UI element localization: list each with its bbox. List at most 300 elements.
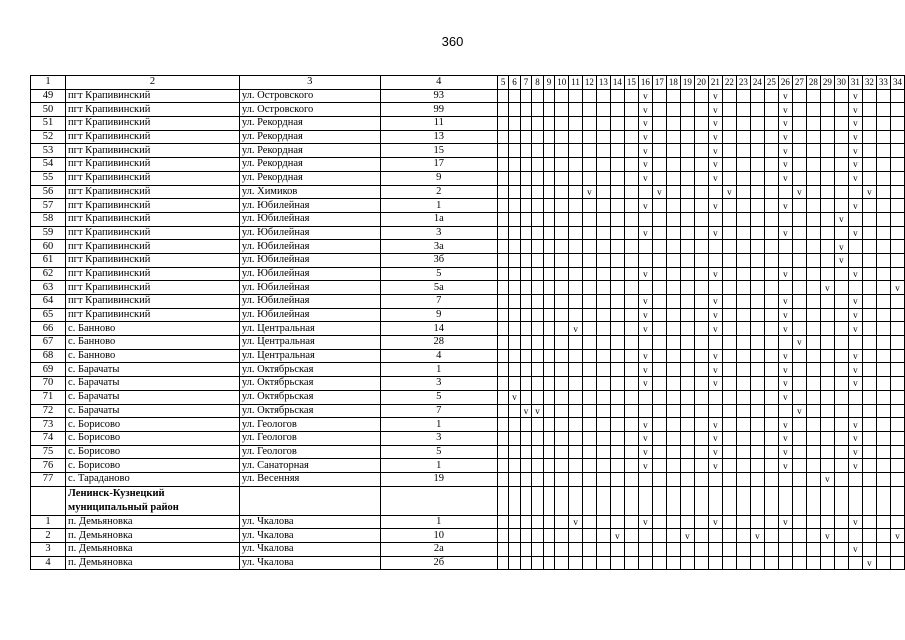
- column-header: 3: [239, 76, 380, 90]
- mark-check: v: [848, 515, 862, 529]
- mark-check: v: [638, 144, 652, 158]
- mark-cell: [596, 543, 610, 557]
- column-header: 17: [652, 76, 666, 90]
- locality-cell: пгт Крапивинский: [66, 267, 240, 281]
- mark-cell: [596, 144, 610, 158]
- mark-cell: [694, 295, 708, 309]
- mark-cell: [764, 515, 778, 529]
- mark-cell: [708, 390, 722, 404]
- mark-cell: [890, 349, 904, 363]
- mark-cell: [582, 431, 596, 445]
- mark-cell: [680, 390, 694, 404]
- mark-cell: [862, 445, 876, 459]
- mark-cell: [555, 158, 569, 172]
- mark-cell: [708, 281, 722, 295]
- mark-cell: [764, 185, 778, 199]
- mark-cell: [764, 253, 778, 267]
- mark-cell: [806, 158, 820, 172]
- mark-cell: [520, 185, 531, 199]
- mark-cell: [820, 158, 834, 172]
- mark-check: v: [848, 418, 862, 432]
- mark-cell: [862, 308, 876, 322]
- mark-cell: [694, 363, 708, 377]
- table-row: [31, 226, 905, 240]
- mark-cell: [694, 390, 708, 404]
- mark-cell: [806, 171, 820, 185]
- mark-cell: [610, 199, 624, 213]
- mark-cell: [520, 529, 531, 543]
- street-cell: ул. Весенняя: [239, 472, 380, 486]
- house-cell: 5: [380, 390, 497, 404]
- mark-cell: [764, 472, 778, 486]
- mark-cell: [497, 418, 508, 432]
- mark-check: v: [778, 226, 792, 240]
- row-number-cell: 50: [31, 103, 66, 117]
- mark-cell: [862, 281, 876, 295]
- mark-cell: [509, 543, 520, 557]
- mark-check: v: [862, 185, 876, 199]
- mark-cell: [750, 158, 764, 172]
- mark-cell: [497, 459, 508, 473]
- mark-cell: [638, 486, 652, 515]
- mark-cell: [555, 363, 569, 377]
- mark-cell: [596, 130, 610, 144]
- street-cell: ул. Геологов: [239, 445, 380, 459]
- mark-cell: [497, 349, 508, 363]
- mark-cell: [555, 431, 569, 445]
- locality-cell: пгт Крапивинский: [66, 144, 240, 158]
- mark-cell: [610, 349, 624, 363]
- mark-cell: [680, 418, 694, 432]
- mark-cell: [666, 185, 680, 199]
- mark-check: v: [848, 377, 862, 391]
- mark-check: v: [569, 515, 583, 529]
- street-cell: ул. Санаторная: [239, 459, 380, 473]
- mark-cell: [596, 472, 610, 486]
- mark-cell: [596, 390, 610, 404]
- column-header: 16: [638, 76, 652, 90]
- mark-check: v: [778, 267, 792, 281]
- mark-cell: [596, 171, 610, 185]
- mark-cell: [890, 556, 904, 570]
- mark-cell: [694, 336, 708, 350]
- mark-cell: [890, 472, 904, 486]
- mark-cell: [862, 459, 876, 473]
- mark-check: v: [708, 117, 722, 131]
- mark-cell: [624, 185, 638, 199]
- mark-cell: [708, 212, 722, 226]
- table-row: [31, 295, 905, 309]
- mark-cell: [750, 103, 764, 117]
- mark-cell: [722, 144, 736, 158]
- mark-cell: [610, 322, 624, 336]
- column-header: 32: [862, 76, 876, 90]
- mark-check: v: [778, 103, 792, 117]
- mark-cell: [764, 556, 778, 570]
- mark-cell: [532, 322, 543, 336]
- mark-cell: [555, 377, 569, 391]
- mark-cell: [624, 308, 638, 322]
- mark-cell: [750, 212, 764, 226]
- mark-cell: [509, 363, 520, 377]
- mark-cell: [582, 212, 596, 226]
- mark-cell: [722, 171, 736, 185]
- mark-cell: [610, 556, 624, 570]
- mark-cell: [764, 240, 778, 254]
- mark-check: v: [638, 308, 652, 322]
- mark-cell: [764, 199, 778, 213]
- mark-check: v: [509, 390, 520, 404]
- mark-cell: [652, 281, 666, 295]
- mark-cell: [680, 445, 694, 459]
- mark-cell: [736, 336, 750, 350]
- mark-cell: [750, 281, 764, 295]
- mark-cell: [543, 199, 554, 213]
- mark-cell: [736, 543, 750, 557]
- mark-cell: [792, 543, 806, 557]
- mark-cell: [876, 308, 890, 322]
- mark-cell: [666, 390, 680, 404]
- mark-cell: [792, 418, 806, 432]
- mark-cell: [694, 431, 708, 445]
- mark-cell: [806, 212, 820, 226]
- mark-cell: [610, 130, 624, 144]
- mark-check: v: [834, 240, 848, 254]
- mark-cell: [736, 199, 750, 213]
- street-cell: ул. Юбилейная: [239, 253, 380, 267]
- column-header: 12: [582, 76, 596, 90]
- mark-cell: [792, 212, 806, 226]
- mark-check: v: [638, 431, 652, 445]
- mark-cell: [509, 431, 520, 445]
- mark-cell: [890, 295, 904, 309]
- mark-cell: [792, 322, 806, 336]
- mark-cell: [666, 377, 680, 391]
- mark-cell: [532, 130, 543, 144]
- mark-cell: [520, 543, 531, 557]
- mark-check: v: [708, 144, 722, 158]
- mark-cell: [764, 281, 778, 295]
- mark-cell: [890, 363, 904, 377]
- mark-cell: [820, 171, 834, 185]
- mark-cell: [509, 199, 520, 213]
- mark-cell: [509, 418, 520, 432]
- mark-cell: [569, 199, 583, 213]
- mark-cell: [736, 89, 750, 103]
- mark-cell: [722, 103, 736, 117]
- mark-cell: [666, 281, 680, 295]
- mark-check: v: [778, 418, 792, 432]
- mark-cell: [610, 377, 624, 391]
- mark-cell: [792, 363, 806, 377]
- mark-cell: [666, 130, 680, 144]
- mark-cell: [543, 336, 554, 350]
- house-cell: 2а: [380, 543, 497, 557]
- mark-cell: [890, 89, 904, 103]
- mark-cell: [820, 363, 834, 377]
- mark-cell: [520, 253, 531, 267]
- mark-cell: [834, 390, 848, 404]
- mark-cell: [509, 472, 520, 486]
- mark-check: v: [778, 308, 792, 322]
- mark-check: v: [638, 117, 652, 131]
- mark-cell: [532, 472, 543, 486]
- mark-check: v: [708, 377, 722, 391]
- mark-cell: [582, 445, 596, 459]
- mark-cell: [569, 171, 583, 185]
- mark-check: v: [848, 89, 862, 103]
- mark-cell: [497, 322, 508, 336]
- mark-cell: [694, 240, 708, 254]
- mark-cell: [666, 89, 680, 103]
- mark-cell: [543, 472, 554, 486]
- mark-cell: [862, 349, 876, 363]
- mark-cell: [555, 418, 569, 432]
- mark-cell: [582, 240, 596, 254]
- mark-cell: [862, 336, 876, 350]
- mark-cell: [848, 253, 862, 267]
- mark-check: v: [638, 445, 652, 459]
- locality-cell: пгт Крапивинский: [66, 130, 240, 144]
- mark-cell: [666, 556, 680, 570]
- mark-cell: [694, 543, 708, 557]
- mark-cell: [778, 529, 792, 543]
- mark-cell: [610, 240, 624, 254]
- mark-cell: [532, 240, 543, 254]
- mark-cell: [862, 377, 876, 391]
- mark-cell: [820, 336, 834, 350]
- mark-check: v: [778, 130, 792, 144]
- mark-cell: [497, 377, 508, 391]
- mark-cell: [596, 308, 610, 322]
- street-cell: ул. Центральная: [239, 349, 380, 363]
- mark-cell: [806, 445, 820, 459]
- house-cell: 11: [380, 117, 497, 131]
- mark-cell: [497, 556, 508, 570]
- mark-cell: [680, 185, 694, 199]
- mark-cell: [722, 226, 736, 240]
- mark-cell: [666, 240, 680, 254]
- mark-cell: [638, 212, 652, 226]
- mark-cell: [680, 226, 694, 240]
- mark-cell: [520, 459, 531, 473]
- mark-cell: [582, 308, 596, 322]
- mark-cell: [848, 529, 862, 543]
- mark-cell: [806, 281, 820, 295]
- mark-cell: [834, 349, 848, 363]
- mark-cell: [862, 103, 876, 117]
- mark-cell: [624, 543, 638, 557]
- mark-cell: [764, 543, 778, 557]
- mark-cell: [862, 89, 876, 103]
- table-row: [31, 363, 905, 377]
- mark-cell: [764, 349, 778, 363]
- mark-cell: [555, 472, 569, 486]
- mark-check: v: [848, 130, 862, 144]
- mark-cell: [862, 144, 876, 158]
- column-header: 13: [596, 76, 610, 90]
- mark-check: v: [610, 529, 624, 543]
- house-cell: 7: [380, 295, 497, 309]
- mark-cell: [694, 199, 708, 213]
- mark-cell: [694, 171, 708, 185]
- mark-cell: [834, 295, 848, 309]
- mark-check: v: [848, 295, 862, 309]
- mark-cell: [708, 543, 722, 557]
- mark-cell: [722, 336, 736, 350]
- row-number-cell: 53: [31, 144, 66, 158]
- mark-cell: [543, 390, 554, 404]
- mark-cell: [497, 103, 508, 117]
- mark-cell: [862, 529, 876, 543]
- house-cell: 3: [380, 377, 497, 391]
- mark-cell: [624, 212, 638, 226]
- table-row: [31, 117, 905, 131]
- mark-cell: [848, 390, 862, 404]
- house-cell: 2: [380, 185, 497, 199]
- mark-cell: [722, 281, 736, 295]
- column-header: 2: [66, 76, 240, 90]
- column-header: 28: [806, 76, 820, 90]
- mark-check: v: [652, 185, 666, 199]
- locality-cell: пгт Крапивинский: [66, 240, 240, 254]
- mark-cell: [532, 515, 543, 529]
- mark-cell: [680, 199, 694, 213]
- mark-cell: [569, 240, 583, 254]
- mark-cell: [862, 486, 876, 515]
- mark-cell: [532, 431, 543, 445]
- table-row: [31, 404, 905, 418]
- row-number-cell: 68: [31, 349, 66, 363]
- mark-cell: [820, 431, 834, 445]
- mark-cell: [582, 472, 596, 486]
- mark-cell: [722, 89, 736, 103]
- mark-cell: [569, 431, 583, 445]
- mark-cell: [806, 130, 820, 144]
- mark-cell: [497, 226, 508, 240]
- mark-cell: [666, 486, 680, 515]
- mark-cell: [792, 472, 806, 486]
- mark-cell: [750, 363, 764, 377]
- mark-cell: [736, 459, 750, 473]
- mark-cell: [876, 445, 890, 459]
- mark-cell: [764, 431, 778, 445]
- mark-cell: [509, 459, 520, 473]
- mark-cell: [509, 404, 520, 418]
- mark-cell: [520, 199, 531, 213]
- mark-cell: [543, 431, 554, 445]
- mark-cell: [532, 185, 543, 199]
- street-cell: ул. Юбилейная: [239, 199, 380, 213]
- mark-cell: [764, 308, 778, 322]
- mark-check: v: [778, 390, 792, 404]
- house-cell: 3: [380, 431, 497, 445]
- mark-cell: [582, 158, 596, 172]
- mark-cell: [543, 253, 554, 267]
- mark-cell: [652, 418, 666, 432]
- mark-cell: [582, 556, 596, 570]
- mark-cell: [532, 390, 543, 404]
- mark-cell: [569, 308, 583, 322]
- mark-cell: [555, 171, 569, 185]
- column-header: 18: [666, 76, 680, 90]
- mark-check: v: [708, 418, 722, 432]
- mark-cell: [520, 171, 531, 185]
- mark-cell: [792, 240, 806, 254]
- mark-check: v: [638, 171, 652, 185]
- mark-cell: [520, 322, 531, 336]
- mark-cell: [497, 390, 508, 404]
- mark-cell: [666, 543, 680, 557]
- mark-cell: [569, 253, 583, 267]
- mark-cell: [624, 267, 638, 281]
- mark-cell: [555, 336, 569, 350]
- mark-cell: [722, 363, 736, 377]
- mark-cell: [532, 459, 543, 473]
- mark-cell: [736, 144, 750, 158]
- mark-cell: [569, 445, 583, 459]
- mark-cell: [806, 226, 820, 240]
- mark-cell: [848, 240, 862, 254]
- table-row: [31, 556, 905, 570]
- mark-cell: [569, 486, 583, 515]
- mark-check: v: [708, 199, 722, 213]
- locality-cell: пгт Крапивинский: [66, 103, 240, 117]
- mark-cell: [750, 240, 764, 254]
- mark-cell: [652, 103, 666, 117]
- mark-cell: [792, 253, 806, 267]
- mark-check: v: [638, 515, 652, 529]
- mark-cell: [680, 363, 694, 377]
- mark-cell: [792, 89, 806, 103]
- house-cell: 99: [380, 103, 497, 117]
- mark-cell: [694, 529, 708, 543]
- mark-cell: [820, 240, 834, 254]
- mark-cell: [806, 199, 820, 213]
- mark-cell: [876, 226, 890, 240]
- locality-cell: п. Демьяновка: [66, 556, 240, 570]
- mark-cell: [694, 418, 708, 432]
- street-cell: ул. Юбилейная: [239, 240, 380, 254]
- mark-cell: [708, 556, 722, 570]
- mark-cell: [722, 418, 736, 432]
- mark-cell: [890, 336, 904, 350]
- mark-check: v: [890, 529, 904, 543]
- mark-cell: [569, 390, 583, 404]
- mark-cell: [736, 158, 750, 172]
- mark-cell: [582, 529, 596, 543]
- mark-cell: [834, 226, 848, 240]
- mark-cell: [638, 281, 652, 295]
- mark-cell: [876, 240, 890, 254]
- mark-cell: [596, 404, 610, 418]
- mark-cell: [520, 144, 531, 158]
- mark-cell: [624, 89, 638, 103]
- mark-cell: [694, 253, 708, 267]
- table-row: [31, 281, 905, 295]
- mark-cell: [569, 377, 583, 391]
- table-row: [31, 158, 905, 172]
- mark-cell: [555, 556, 569, 570]
- mark-cell: [792, 556, 806, 570]
- mark-cell: [820, 418, 834, 432]
- mark-cell: [722, 308, 736, 322]
- row-number-cell: 61: [31, 253, 66, 267]
- mark-cell: [596, 103, 610, 117]
- mark-cell: [652, 212, 666, 226]
- street-cell: ул. Юбилейная: [239, 267, 380, 281]
- mark-cell: [638, 472, 652, 486]
